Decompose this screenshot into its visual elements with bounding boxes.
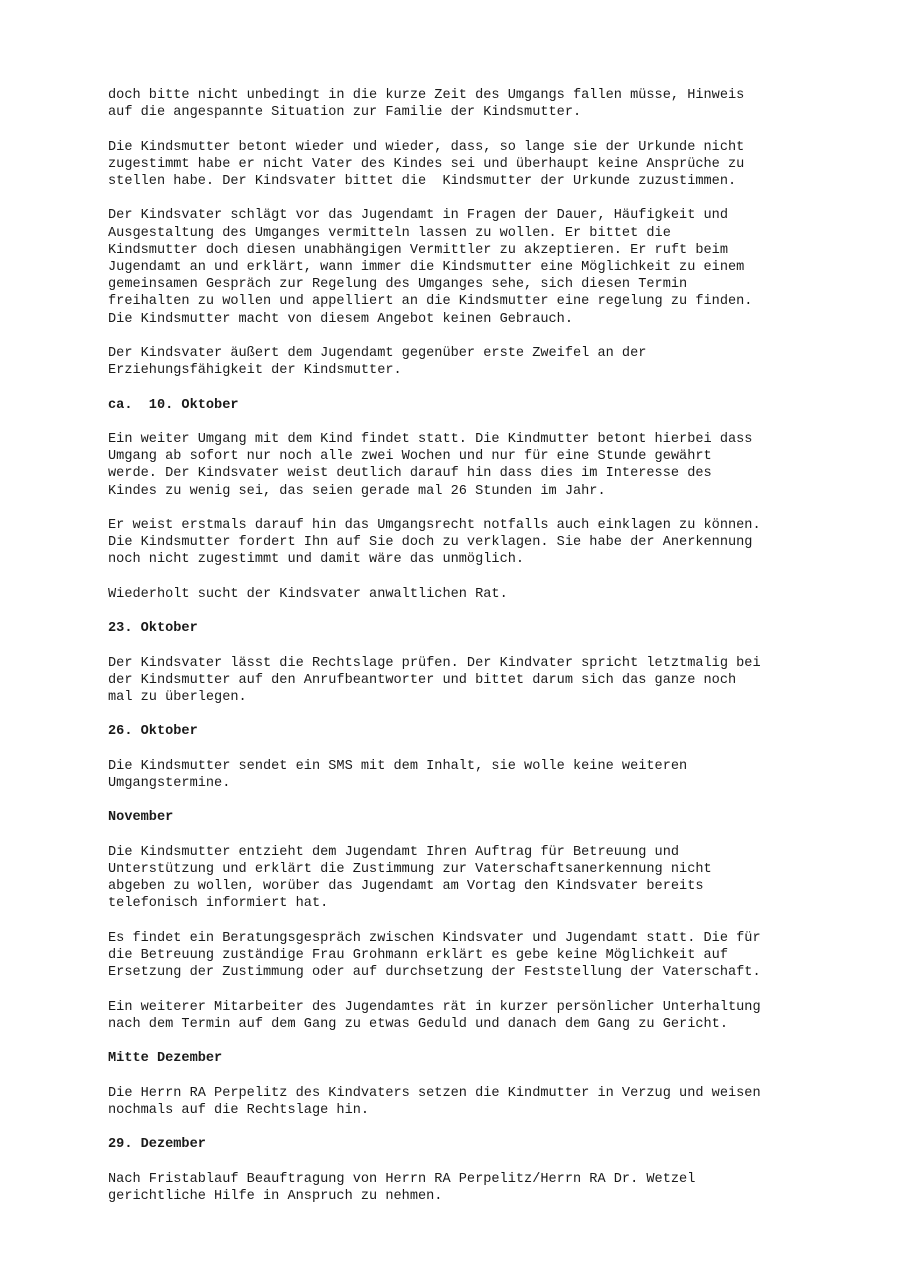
text-line: auf die angespannte Situation zur Familie der Kindsmutter. [108,105,582,121]
text-line: Erziehungsfähigkeit der Kindsmutter. [108,363,402,379]
text-line: zugestimmt habe er nicht Vater des Kindes sei und überhaupt keine Ansprüche zu [108,156,745,172]
text-line: werde. Der Kindsvater weist deutlich darauf hin dass dies im Interesse des [108,466,712,482]
text-line: gerichtliche Hilfe in Anspruch zu nehmen. [108,1188,443,1204]
text-line: Unterstützung und erklärt die Zustimmung zur Vaterschaftsanerkennung nicht [108,861,712,877]
paragraph [108,431,878,500]
text-line: freihalten zu wollen und appelliert an die Kindsmutter eine regelung zu finden. [108,294,753,310]
text-line: Wiederholt sucht der Kindsvater anwaltlichen Rat. [108,586,508,602]
text-line: Die Kindsmutter fordert Ihn auf Sie doch zu verklagen. Sie habe der Anerkennung [108,535,753,551]
text-line: Der Kindsvater äußert dem Jugendamt gegenüber erste Zweifel an der [108,346,647,361]
text-line: Kindes zu wenig sei, das seien gerade mal 26 Stunden im Jahr. [108,483,606,499]
text-line: telefonisch informiert hat. [108,896,329,912]
text-line: Er weist erstmals darauf hin das Umgangsrecht notfalls auch einklagen zu können. [108,517,761,533]
text-line: die Betreuung zuständige Frau Grohmann erklärt es gebe keine Möglichkeit auf [108,947,728,963]
paragraph [108,844,878,913]
text-line: Nach Fristablauf Beauftragung von Herrn RA Perpelitz/Herrn RA Dr. Wetzel [108,1171,696,1187]
section-heading: ca. 10. Oktober [108,397,239,413]
text-line: Kindsmutter doch diesen unabhängigen Vermittler zu akzeptieren. Er ruft beim [108,242,728,258]
text-line: Die Kindsmutter macht von diesem Angebot keinen Gebrauch. [108,311,573,327]
text-line: Die Kindsmutter betont wieder und wieder, dass, so lange sie der Urkunde nicht [108,139,745,155]
text-line: Die Herrn RA Perpelitz des Kindvaters setzen die Kindmutter in Verzug und weisen [108,1085,761,1101]
text-line: Jugendamt an und erklärt, wann immer die Kindsmutter eine Möglichkeit zu einem [108,260,745,275]
paragraph [108,1085,878,1119]
paragraph [108,758,878,792]
text-line: mal zu überlegen. [108,689,247,705]
paragraph [108,1171,878,1205]
text-line: Der Kindsvater lässt die Rechtslage prüfen. Der Kindvater spricht letztmalig bei [108,655,761,671]
text-line: Umgang ab sofort nur noch alle zwei Wochen und nur für eine Stunde gewährt [108,449,712,465]
paragraph [108,139,878,191]
text-line: noch nicht zugestimmt und damit wäre das unmöglich. [108,552,525,568]
section-heading: 23. Oktober [108,621,198,637]
text-line: Ein weiter Umgang mit dem Kind findet statt. Die Kindmutter betont hierbei dass [108,431,753,447]
paragraph [108,655,878,707]
text-line: gemeinsamen Gespräch zur Regelung des Umganges sehe, sich diesen Termin [108,277,688,293]
section-heading: 29. Dezember [108,1137,206,1153]
text-line: Die Kindsmutter sendet ein SMS mit dem Inhalt, sie wolle keine weiteren [108,758,688,774]
paragraph [108,345,878,379]
text-line: Die Kindsmutter entzieht dem Jugendamt Ihren Auftrag für Betreuung und [108,844,680,860]
text-line: Ein weiterer Mitarbeiter des Jugendamtes rät in kurzer persönlicher Unterhaltung [108,999,761,1015]
document-page [108,87,878,1222]
section-heading: Mitte Dezember [108,1051,223,1067]
text-line: abgeben zu wollen, worüber das Jugendamt am Vortag den Kindsvater bereits [108,879,704,895]
paragraph [108,517,878,569]
section-heading: November [108,810,174,826]
text-line: Es findet ein Beratungsgespräch zwischen Kindsvater und Jugendamt statt. Die für [108,930,761,946]
text-line: Der Kindsvater schlägt vor das Jugendamt in Fragen der Dauer, Häufigkeit und [108,208,728,224]
section-heading: 26. Oktober [108,724,198,740]
text-line: nach dem Termin auf dem Gang zu etwas Geduld und danach dem Gang zu Gericht. [108,1016,728,1032]
text-line: Umgangstermine. [108,775,231,791]
text-line: Ersetzung der Zustimmung oder auf durchsetzung der Feststellung der Vaterschaft. [108,965,761,981]
text-line: Ausgestaltung des Umganges vermitteln lassen zu wollen. Er bittet die [108,225,671,241]
paragraph [108,87,878,121]
text-line: der Kindsmutter auf den Anrufbeantworter und bittet darum sich das ganze noch [108,672,737,688]
text-line: doch bitte nicht unbedingt in die kurze Zeit des Umgangs fallen müsse, Hinweis [108,88,745,103]
paragraph [108,586,878,603]
paragraph [108,999,878,1033]
text-line: nochmals auf die Rechtslage hin. [108,1102,370,1118]
text-line: stellen habe. Der Kindsvater bittet die Kindsmutter der Urkunde zuzustimmen. [108,174,737,189]
paragraph [108,930,878,982]
paragraph [108,207,878,327]
